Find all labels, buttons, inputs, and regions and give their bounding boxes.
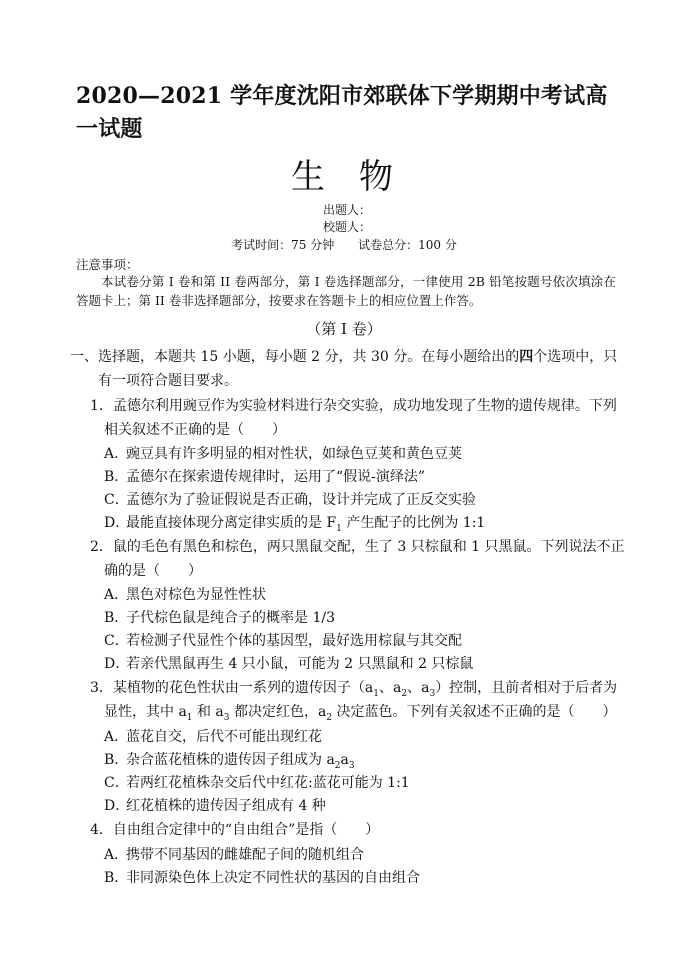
total-score: 试卷总分：100 分 [358,238,457,252]
question-1-option-d [104,511,624,535]
question-2-option-a [104,583,624,607]
option-letter: A． [104,587,129,603]
question-4-option-a [104,843,624,867]
exam-time: 考试时间：75 分钟 [231,238,335,252]
stem-text: 、a [379,680,402,696]
stem-text: 决定蓝色。下列有关叙述不正确的是（ ） [332,704,617,720]
option-text: 若亲代黑鼠再生 4 只小鼠，可能为 2 只黑鼠和 2 只棕鼠 [126,656,474,672]
stem-text: 都决定红色，a [229,704,327,720]
option-letter: C． [104,633,129,649]
option-letter: B． [104,752,129,768]
option-text: 孟德尔为了验证假说是否正确，设计并完成了正反交实验 [126,492,476,508]
question-1-option-a [104,442,624,466]
section-heading: （第 I 卷） [306,320,382,338]
option-letter: D． [104,798,130,814]
option-text: 最能直接体现分离定律实质的是 F [126,515,337,531]
question-1-stem: 1．孟德尔利用豌豆作为实验材料进行杂交实验，成功地发现了生物的遗传规律。下列相关叙述不正确的是（ ） [90,398,617,438]
subscript: 3 [429,688,436,699]
option-text: 若两红花植株杂交后代中红花:蓝花可能为 1:1 [126,775,410,791]
question-3-option-a [104,725,624,749]
option-text: 杂合蓝花植株的遗传因子组成为 a [126,752,335,768]
notes-text: 本试卷分第 I 卷和第 II 卷两部分，第 I 卷选择题部分，一律使用 2B 铅笔按题号依次填涂在答题卡上；第 II 卷非选择题部分，按要求在答题卡上的相应位置上作答。 [76,274,616,308]
question-4-stem: 4．自由组合定律中的“自由组合”是指（ ） [90,822,380,838]
option-text: a [340,752,349,768]
question-3-option-b [104,748,624,772]
question-1-option-c [104,488,624,512]
exam-title: 2020—2021 学年度沈阳市郊联体下学期期中考试高一试题 [76,83,608,142]
option-letter: C． [104,492,129,508]
option-text: 红花植株的遗传因子组成有 4 种 [126,798,326,814]
question-3-option-c [104,771,624,795]
option-letter: B． [104,610,129,626]
option-text: 产生配子的比例为 1:1 [341,515,486,531]
option-letter: C． [104,775,129,791]
option-letter: D． [104,656,130,672]
question-2-option-b [104,606,624,630]
subscript: 3 [223,712,230,723]
option-text: 若检测子代显性个体的基因型，最好选用棕鼠与其交配 [126,633,462,649]
section-instructions [70,345,630,393]
subscript: 1 [336,523,342,534]
stem-text: 3．某植物的花色性状由一系列的遗传因子（a [90,680,374,696]
question-4-option-b [104,866,624,890]
question-2-option-d [104,652,624,676]
instructions-text-1: 一、选择题，本题共 15 小题，每小题 2 分，共 30 分。在每小题给出的 [70,349,520,365]
question-3-option-d [104,794,624,818]
subscript: 2 [401,688,408,699]
instructions-text-2: 个选项中，只有一项符合题目要求。 [98,349,618,389]
question-3-stem [90,676,630,724]
subscript: 2 [326,712,333,723]
option-text: 携带不同基因的雌雄配子间的随机组合 [126,847,364,863]
question-2-stem: 2．鼠的毛色有黑色和棕色，两只黑鼠交配，生了 3 只棕鼠和 1 只黑鼠。下列说法不正确的是（ ） [90,539,625,579]
exam-info-line [0,237,688,253]
setter-line: 出题人： [322,203,371,217]
option-text: 非同源染色体上决定不同性状的基因的自由组合 [126,870,420,886]
question-2-option-c [104,629,624,653]
checker-line: 校题人： [322,220,371,234]
option-letter: A． [104,446,129,462]
option-letter: A． [104,847,129,863]
question-1-option-b [104,465,624,489]
stem-text: ）控制，且前者相对于后者为显性，其中 a [104,680,618,720]
option-letter: D． [104,515,130,531]
option-letter: B． [104,870,129,886]
option-text: 黑色对棕色为显性性状 [126,587,266,603]
subscript: 1 [186,712,193,723]
stem-text: 和 a [192,704,224,720]
option-text: 孟德尔在探索遗传规律时，运用了“假说-演绎法” [126,469,426,485]
subscript: 2 [334,760,341,771]
option-letter: A． [104,729,129,745]
subscript: 3 [348,760,355,771]
option-text: 蓝花自交，后代不可能出现红花 [126,729,322,745]
option-text: 子代棕色鼠是纯合子的概率是 1/3 [126,610,335,626]
option-text: 豌豆具有许多明显的相对性状，如绿色豆荚和黄色豆荚 [126,446,462,462]
stem-text: 、a [407,680,430,696]
option-letter: B． [104,469,129,485]
instructions-emphasis: 四 [519,349,534,365]
subscript: 1 [373,688,379,699]
notes-heading: 注意事项： [76,257,139,272]
subject-heading: 生物 [291,157,427,197]
